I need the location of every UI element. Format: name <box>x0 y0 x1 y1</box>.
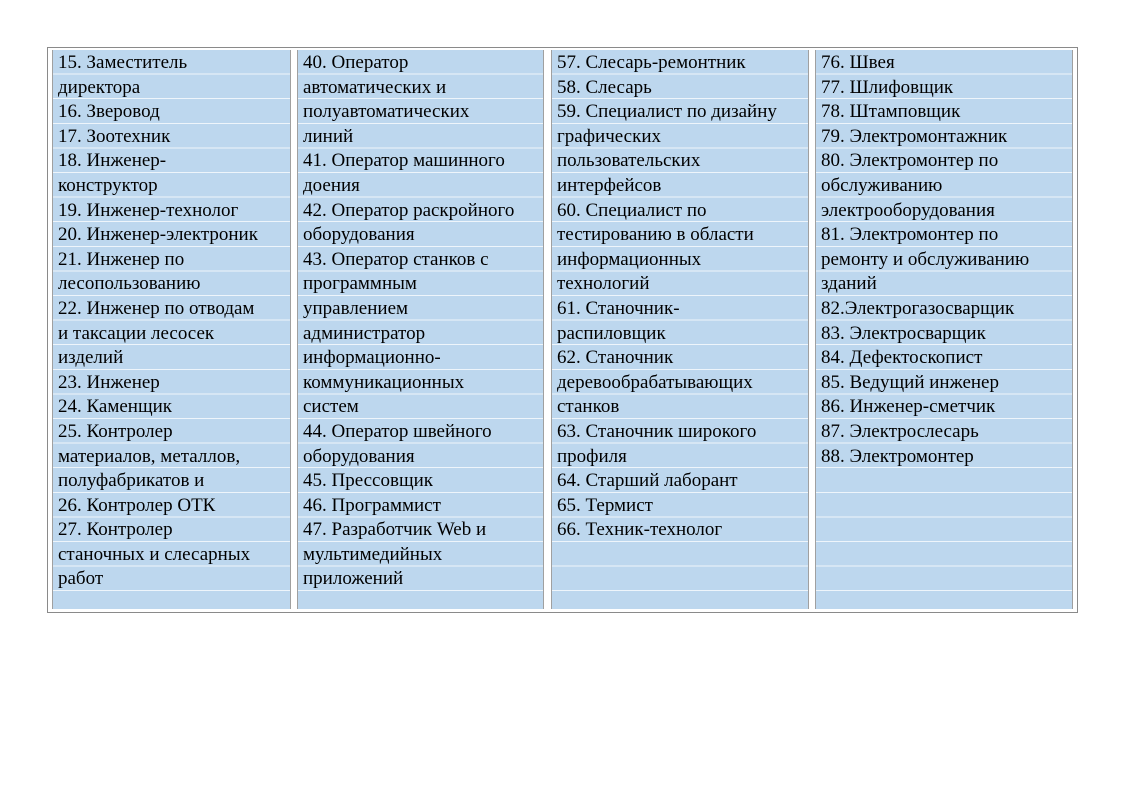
list-item: 61. Станочник- <box>557 297 680 319</box>
list-item: 78. Штамповщик <box>821 101 961 123</box>
list-item: 80. Электромонтер по <box>821 150 999 172</box>
list-item: 79. Электромонтажник <box>821 125 1008 147</box>
list-item: 27. Контролер <box>58 519 173 541</box>
list-item: 45. Прессовщик <box>303 470 433 492</box>
list-item: 40. Оператор <box>303 52 409 73</box>
list-item: 26. Контролер ОТК <box>58 494 216 516</box>
list-item: полуавтоматических <box>303 101 470 123</box>
list-item: 18. Инженер- <box>58 150 167 172</box>
list-item: информационно- <box>303 347 441 369</box>
list-item: графических <box>557 125 661 147</box>
list-item: 15. Заместитель <box>58 52 188 73</box>
list-item: 83. Электросварщик <box>821 322 986 344</box>
list-item: интерфейсов <box>557 174 662 196</box>
list-item: 25. Контролер <box>58 420 173 442</box>
list-item: 81. Электромонтер по <box>821 224 999 246</box>
list-item: ремонту и обслуживанию <box>821 248 1030 270</box>
list-item: коммуникационных <box>303 371 465 393</box>
list-item: 42. Оператор раскройного <box>303 199 515 221</box>
list-item: 87. Электрослесарь <box>821 420 979 442</box>
table-column-1 <box>52 50 291 609</box>
list-item: 41. Оператор машинного <box>303 150 505 172</box>
list-item: администратор <box>303 322 426 344</box>
list-item: 82.Электрогазосварщик <box>821 297 1015 319</box>
list-item: автоматических и <box>303 76 447 98</box>
list-item: доения <box>303 174 360 196</box>
list-item: 66. Техник-технолог <box>557 519 723 541</box>
list-item: 60. Специалист по <box>557 199 707 221</box>
list-item: 20. Инженер-электроник <box>58 224 258 246</box>
list-item: тестированию в области <box>557 224 754 246</box>
list-item: профиля <box>557 445 627 467</box>
list-item: 22. Инженер по отводам <box>58 297 255 319</box>
list-item: 44. Оператор швейного <box>303 420 492 442</box>
list-item: оборудования <box>303 445 415 467</box>
list-item: работ <box>58 568 104 590</box>
list-item: программным <box>303 273 417 295</box>
list-item: систем <box>303 396 359 418</box>
list-item: 43. Оператор станков с <box>303 248 489 270</box>
list-item: управлением <box>303 297 409 319</box>
list-item: обслуживанию <box>821 174 943 196</box>
list-item: конструктор <box>58 174 158 196</box>
list-item: линий <box>303 125 354 147</box>
table-column-3 <box>551 50 809 609</box>
table-column-4 <box>815 50 1073 609</box>
list-item: технологий <box>557 273 650 295</box>
list-item: 17. Зоотехник <box>58 125 171 147</box>
list-item: 65. Термист <box>557 494 653 516</box>
list-item: материалов, металлов, <box>58 445 241 467</box>
list-item: пользовательских <box>557 150 701 172</box>
list-item: приложений <box>303 568 404 590</box>
list-item: 63. Станочник широкого <box>557 420 757 442</box>
list-item: 86. Инженер-сметчик <box>821 396 996 418</box>
table-column-2 <box>297 50 544 609</box>
list-item: 58. Слесарь <box>557 76 652 98</box>
list-item: распиловщик <box>557 322 666 344</box>
list-item: 59. Специалист по дизайну <box>557 101 777 123</box>
list-item: 47. Разработчик Web и <box>303 519 487 541</box>
list-item: и таксации лесосек <box>58 322 215 344</box>
professions-table <box>47 47 1078 613</box>
list-item: 23. Инженер <box>58 371 160 393</box>
list-item: изделий <box>58 347 124 369</box>
list-item: 16. Зверовод <box>58 101 160 123</box>
list-item: 88. Электромонтер <box>821 445 974 467</box>
list-item: 24. Каменщик <box>58 396 173 418</box>
list-item: лесопользованию <box>58 273 201 295</box>
list-item: полуфабрикатов и <box>58 470 205 492</box>
list-item: 19. Инженер-технолог <box>58 199 239 221</box>
list-item: электрооборудования <box>821 199 995 221</box>
list-item: 84. Дефектоскопист <box>821 347 983 369</box>
list-item: станков <box>557 396 620 418</box>
list-item: 57. Слесарь-ремонтник <box>557 52 746 73</box>
list-item: директора <box>58 76 141 98</box>
list-item: деревообрабатывающих <box>557 371 753 393</box>
list-item: 85. Ведущий инженер <box>821 371 999 393</box>
list-item: оборудования <box>303 224 415 246</box>
list-item: 76. Швея <box>821 52 895 73</box>
list-item: 64. Старший лаборант <box>557 470 738 492</box>
list-item: 21. Инженер по <box>58 248 185 270</box>
list-item: 77. Шлифовщик <box>821 76 954 98</box>
list-item: мультимедийных <box>303 543 443 565</box>
list-item: станочных и слесарных <box>58 543 251 565</box>
list-item: зданий <box>821 273 877 295</box>
list-item: информационных <box>557 248 702 270</box>
list-item: 62. Станочник <box>557 347 674 369</box>
list-item: 46. Программист <box>303 494 441 516</box>
